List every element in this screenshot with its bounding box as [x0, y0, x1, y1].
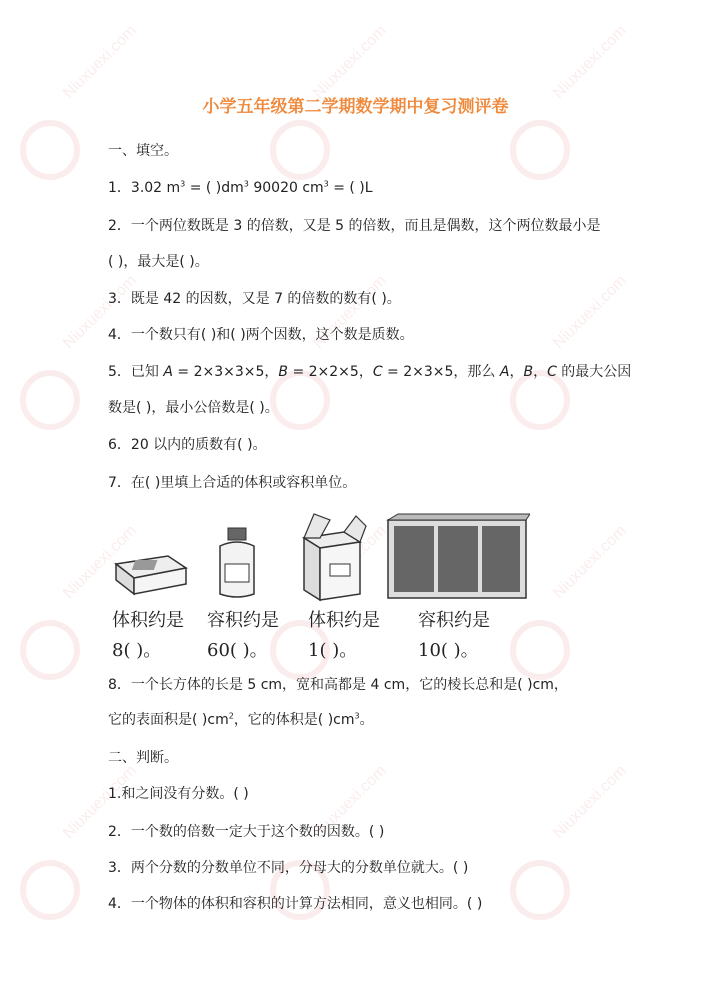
question-2-line2: ( )，最大是( )。: [108, 254, 209, 270]
ink-bottle-icon: [208, 526, 266, 606]
question-8-line1: 8．一个长方体的长是 5 cm，宽和高都是 4 cm，它的棱长总和是( )cm，: [108, 677, 568, 693]
section1-heading: 一、填空。: [108, 143, 178, 159]
judge-item-2: 2．一个数的倍数一定大于这个数的因数。( ): [108, 824, 385, 840]
question-3: 3．既是 42 的因数，又是 7 的倍数的数有( )。: [108, 291, 401, 307]
q7-item1-label-top: 体积约是: [112, 610, 184, 631]
judge-item-4: 4．一个物体的体积和容积的计算方法相同，意义也相同。( ): [108, 896, 483, 912]
question-7: 7．在( )里填上合适的体积或容积单位。: [108, 475, 357, 491]
cabinet-icon: [380, 512, 530, 600]
question-5-line1: 5．已知 A = 2×3×3×5，B = 2×2×5，C = 2×3×5，那么 A，B，C 的最大公因: [108, 364, 632, 380]
question-1: 1．3.02 $m^3$ = ( )$dm^3$ 90020 $cm^3$ = ( )L: [108, 179, 373, 196]
question-8-line2: 它的表面积是( )$cm^2$，它的体积是( )$cm^3$。: [108, 711, 374, 728]
q7-item3-label-top: 体积约是: [308, 610, 380, 631]
q7-item2-label-top: 容积约是: [207, 610, 279, 631]
q7-item3-label-bottom: 1( )。: [308, 640, 358, 661]
question-7-pictures: [110, 512, 530, 606]
q7-item1-label-bottom: 8( )。: [112, 640, 162, 661]
page-title: 小学五年级第二学期数学期中复习测评卷: [202, 97, 509, 117]
section2-heading: 二、判断。: [108, 750, 178, 766]
question-2-line1: 2．一个两位数既是 3 的倍数，又是 5 的倍数，而且是偶数，这个两位数最小是: [108, 218, 601, 234]
q7-item2-label-bottom: 60( )。: [207, 640, 268, 661]
judge-item-1: 1.和之间没有分数。( ): [108, 786, 249, 802]
question-6: 6．20 以内的质数有( )。: [108, 437, 267, 453]
chalk-box-icon: [300, 512, 368, 604]
question-5-line2: 数是( )，最小公倍数是( )。: [108, 400, 279, 416]
question-4: 4．一个数只有( )和( )两个因数，这个数是质数。: [108, 327, 414, 343]
eraser-icon: [110, 542, 188, 602]
judge-item-3: 3．两个分数的分数单位不同，分母大的分数单位就大。( ): [108, 860, 469, 876]
q7-item4-label-top: 容积约是: [418, 610, 490, 631]
q7-item4-label-bottom: 10( )。: [418, 640, 479, 661]
